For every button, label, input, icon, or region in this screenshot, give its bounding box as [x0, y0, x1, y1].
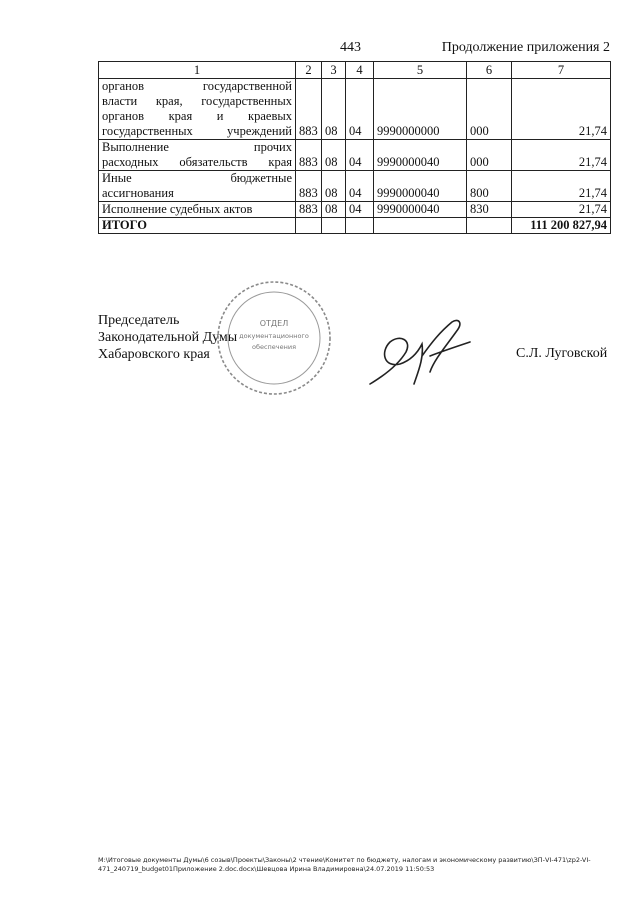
stamp-line: ОТДЕЛ: [259, 319, 289, 328]
table-row: [99, 171, 611, 202]
cell-target: 9990000040: [374, 140, 467, 171]
cell-code: 883: [296, 140, 322, 171]
cell-amount: 21,74: [512, 202, 611, 218]
row-name-line: государственных учреждений: [102, 124, 292, 138]
empty-cell: [346, 218, 374, 234]
row-name-line: органов государственной: [102, 79, 292, 93]
cell-type: 800: [467, 171, 512, 202]
cell-subsection: 04: [346, 171, 374, 202]
cell-type: 000: [467, 140, 512, 171]
footer-line: M:\Итоговые документы Думы\6 созыв\Проекты\Законы\2 чтение\Комитет по бюджету, налогам и экономическому развитию\ЗП-VI-471\zp2-VI-: [98, 856, 591, 864]
table-row: [99, 140, 611, 171]
total-label: ИТОГО: [99, 218, 296, 234]
signatory-title-line: Хабаровского края: [98, 347, 210, 362]
stamp-line: обеспечения: [251, 343, 297, 351]
cell-target: 9990000000: [374, 79, 467, 140]
file-path-footer: [98, 856, 616, 874]
cell-code: 883: [296, 171, 322, 202]
cell-section: 08: [322, 79, 346, 140]
cell-section: 08: [322, 140, 346, 171]
stamp-line: документационного: [239, 332, 309, 340]
row-name-line: ассигнования: [102, 186, 174, 200]
cell-amount: 21,74: [512, 171, 611, 202]
cell-subsection: 04: [346, 79, 374, 140]
table-row: [99, 202, 611, 218]
cell-amount: 21,74: [512, 140, 611, 171]
row-name-line: Выполнение прочих: [102, 140, 292, 154]
row-name-line: Иные бюджетные: [102, 171, 292, 185]
column-header: 4: [346, 62, 374, 79]
row-name-line: Исполнение судебных актов: [102, 202, 253, 216]
cell-code: 883: [296, 79, 322, 140]
cell-target: 9990000040: [374, 171, 467, 202]
signatory-name: С.Л. Луговской: [516, 346, 608, 361]
budget-table: [98, 61, 611, 234]
footer-line: 471_240719_budget01Приложение 2.doc.docx\Шевцова Ирина Владимировна\24.07.2019 11:50:53: [98, 865, 435, 873]
empty-cell: [296, 218, 322, 234]
row-name-cell: [99, 202, 296, 218]
total-amount: 111 200 827,94: [512, 218, 611, 234]
cell-target: 9990000040: [374, 202, 467, 218]
cell-subsection: 04: [346, 140, 374, 171]
handwritten-signature: [360, 312, 480, 394]
row-name-line: расходных обязательств края: [102, 155, 292, 169]
page-number: 443: [340, 40, 361, 55]
column-header: 2: [296, 62, 322, 79]
column-header: 5: [374, 62, 467, 79]
signatory-title-line: Председатель: [98, 313, 180, 328]
column-header: 3: [322, 62, 346, 79]
column-header: 7: [512, 62, 611, 79]
signatory-title-line: Законодательной Думы: [98, 330, 238, 345]
empty-cell: [467, 218, 512, 234]
column-header: 6: [467, 62, 512, 79]
official-stamp: [214, 278, 334, 398]
row-name-cell: [99, 140, 296, 171]
row-name-line: власти края, государственных: [102, 94, 292, 108]
cell-amount: 21,74: [512, 79, 611, 140]
continuation-caption: Продолжение приложения 2: [441, 40, 610, 55]
cell-type: 830: [467, 202, 512, 218]
cell-section: 08: [322, 202, 346, 218]
table-row: [99, 79, 611, 140]
cell-section: 08: [322, 171, 346, 202]
total-row: [99, 218, 611, 234]
row-name-line: органов края и краевых: [102, 109, 292, 123]
table-header-row: [99, 62, 611, 79]
cell-subsection: 04: [346, 202, 374, 218]
empty-cell: [322, 218, 346, 234]
cell-type: 000: [467, 79, 512, 140]
column-header: 1: [99, 62, 296, 79]
empty-cell: [374, 218, 467, 234]
row-name-cell: [99, 171, 296, 202]
row-name-cell: [99, 79, 296, 140]
cell-code: 883: [296, 202, 322, 218]
